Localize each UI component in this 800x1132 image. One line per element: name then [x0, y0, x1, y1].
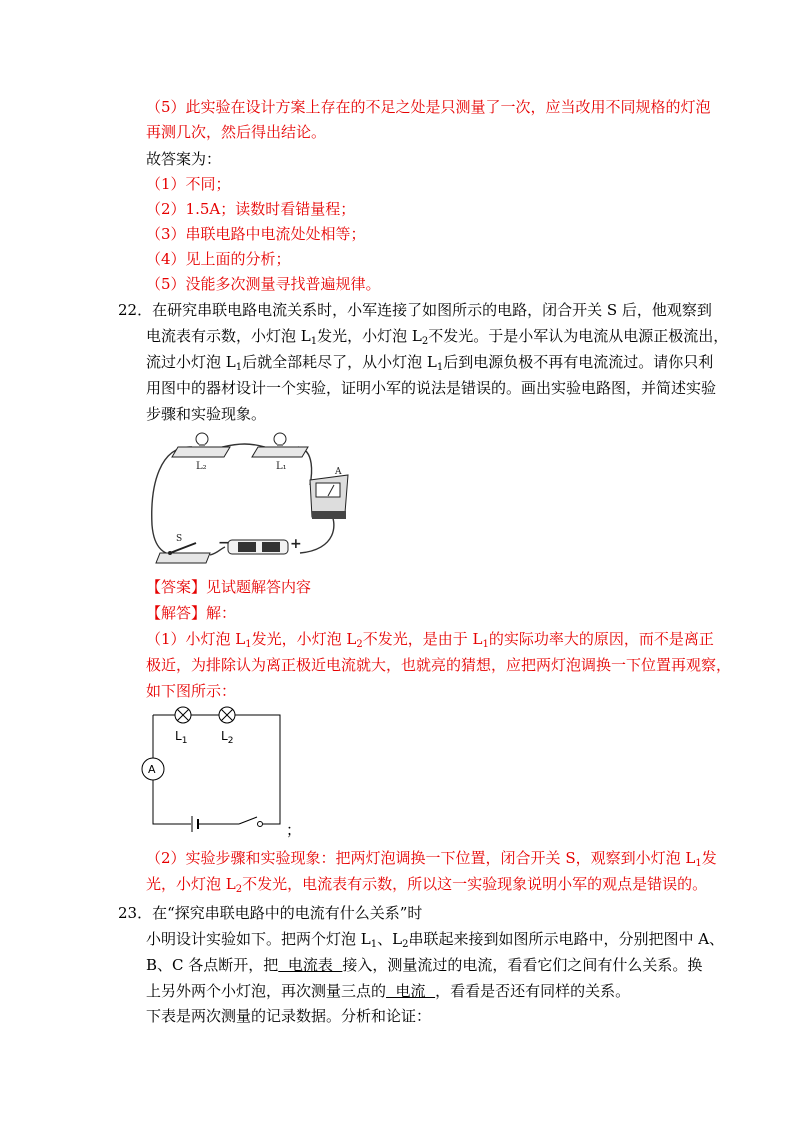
lamp-l1-icon	[252, 433, 308, 457]
answer-5-line-a: （5）此实验在设计方案上存在的不足之处是只测量了一次，应当改用不同规格的灯泡	[146, 98, 711, 116]
q22-circuit-photo	[140, 425, 340, 570]
q23-line-1: 23．在“探究串联电路中的电流有什么关系”时	[118, 904, 423, 922]
circuit-ammeter-label: A	[148, 763, 156, 776]
battery-symbol-icon	[192, 816, 198, 832]
q23-line-3: B、C 各点断开，把 电流表 接入，测量流过的电流，看看它们之间有什么关系。换	[146, 956, 703, 974]
final-answer-1: （1）不同；	[146, 175, 231, 193]
q23-line-4: 上另外两个小灯泡，再次测量三点的 电流 ，看看是否还有同样的关系。	[146, 982, 631, 1000]
solution-tag: 【解答】解：	[146, 604, 237, 622]
answer-5-line-b: 再测几次，然后得出结论。	[146, 123, 327, 141]
ammeter-label: A	[335, 467, 342, 477]
lamp-l2-symbol-icon	[219, 707, 235, 723]
battery-plus-label: +	[290, 536, 302, 552]
circuit-l2-label: $L_2$	[221, 729, 234, 746]
ammeter-icon	[310, 475, 348, 519]
lamp-l2-label: L₂	[196, 461, 207, 472]
lamp-l1-symbol-icon	[175, 707, 191, 723]
q22-line-2: 电流表有示数，小灯泡 $L_1$发光，小灯泡 $L_2$不发光。于是小军认为电流从电源正极流出，	[146, 327, 729, 347]
solution-line-1: （1）小灯泡 $L_1$发光，小灯泡 $L_2$不发光，是由于 $L_1$的实际功率大的原因，而不是离正	[146, 630, 714, 650]
q22-line-1: 22．在研究串联电路电流关系时，小军连接了如图所示的电路，闭合开关 S 后，他观察到	[118, 301, 712, 319]
blank-ammeter: 电流表	[278, 956, 343, 974]
solution-line-2: 极近，为排除认为离正极近电流就大，也就亮的猜想，应把两灯泡调换一下位置再观察，	[146, 656, 732, 674]
circuit-l1-label: $L_1$	[175, 729, 188, 746]
circuit-trailing-mark: ；	[286, 821, 302, 839]
blank-current: 电流	[386, 982, 436, 1000]
q22-line-4: 用图中的器材设计一个实验，证明小军的说法是错误的。画出实验电路图，并简述实验	[146, 379, 717, 397]
switch-label: S	[176, 534, 183, 544]
final-answer-2: （2）1.5A；读数时看错量程；	[146, 200, 356, 218]
q22-line-5: 步骤和实验现象。	[146, 405, 267, 423]
q23-line-5: 下表是两次测量的记录数据。分析和论证：	[146, 1007, 432, 1025]
q23-line-2: 小明设计实验如下。把两个灯泡 $L_1$、$L_2$串联起来接到如图所示电路中，分别把图中 A、	[146, 930, 725, 950]
battery-minus-label: −	[218, 535, 230, 551]
summary-label: 故答案为：	[146, 150, 222, 168]
switch-symbol-icon	[239, 817, 263, 827]
final-answer-5: （5）没能多次测量寻找普遍规律。	[146, 275, 381, 293]
answer-tag: 【答案】见试题解答内容	[146, 578, 312, 596]
solution-line-3: 如下图所示：	[146, 682, 237, 700]
lamp-l1-label: L₁	[276, 461, 287, 472]
solution-circuit-diagram	[135, 700, 300, 835]
final-answer-3: （3）串联电路中电流处处相等；	[146, 225, 366, 243]
lamp-l2-icon	[172, 433, 230, 457]
final-answer-4: （4）见上面的分析；	[146, 250, 291, 268]
switch-icon	[156, 543, 210, 563]
solution-line-4: （2）实验步骤和实验现象：把两灯泡调换一下位置，闭合开关 S，观察到小灯泡 $L_1$发	[146, 849, 717, 869]
solution-line-5: 光，小灯泡 $L_2$不发光，电流表有示数，所以这一实验现象说明小军的观点是错误的。	[146, 875, 708, 895]
q22-line-3: 流过小灯泡 $L_1$后就全部耗尽了，从小灯泡 $L_1$后到电源负极不再有电流流过。请你只利	[146, 353, 714, 373]
battery-icon	[228, 540, 288, 554]
